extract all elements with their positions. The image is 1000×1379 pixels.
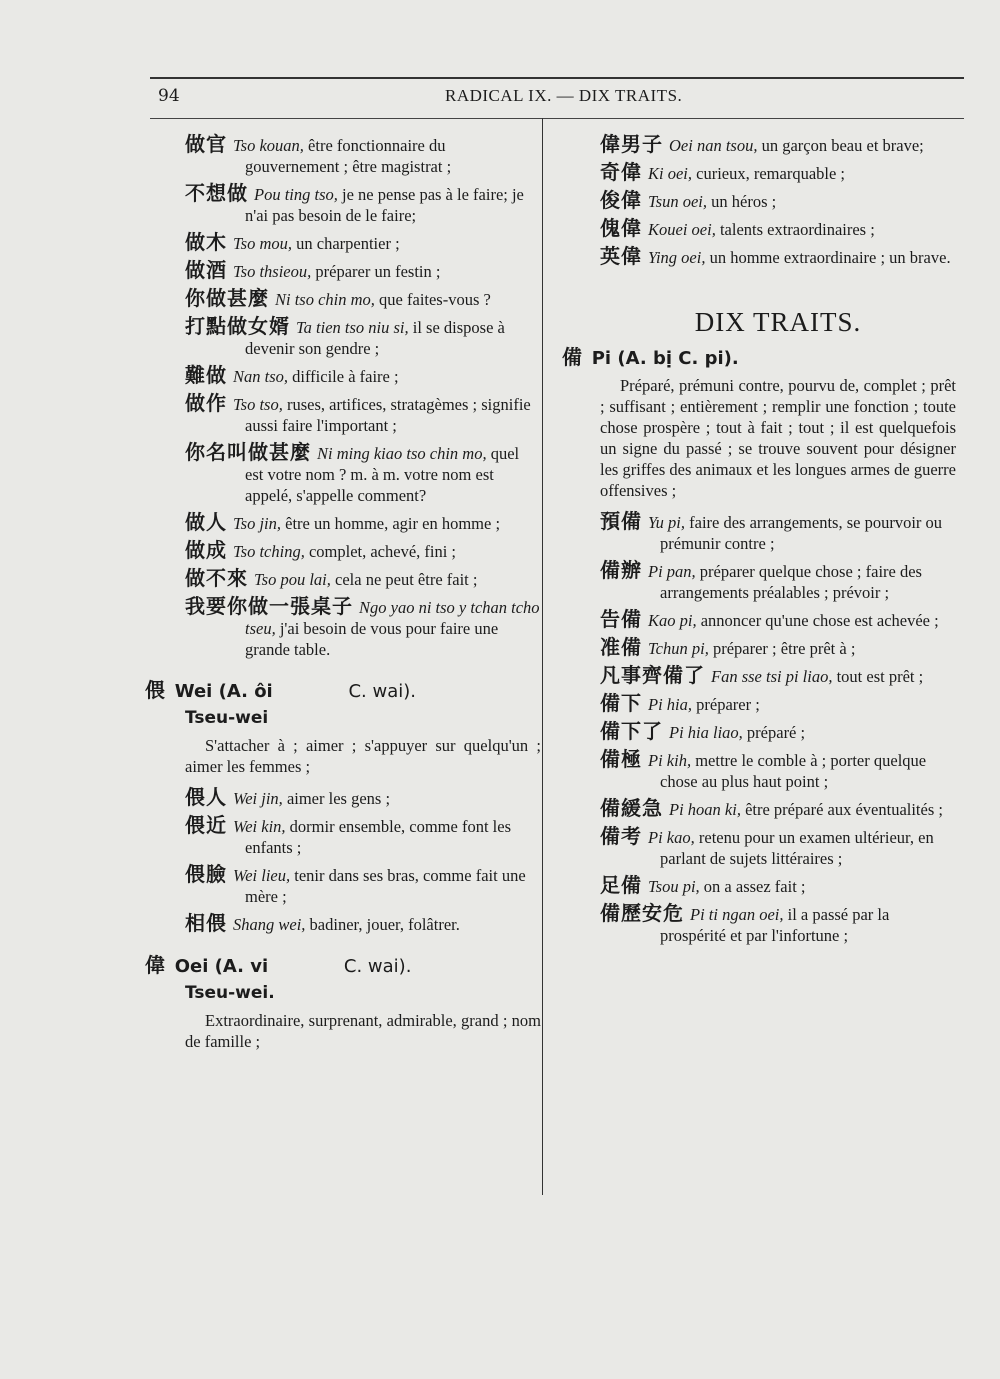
entry-definition: talents extraordinaires ; xyxy=(719,220,875,239)
headword-wei xyxy=(145,680,541,729)
entry-chinese: 備辦 xyxy=(600,558,642,582)
dictionary-entry xyxy=(185,365,541,387)
entry-definition: être préparé aux éventualités ; xyxy=(745,800,943,819)
headword-subtitle: Tseu-wei. xyxy=(185,983,275,1003)
entry-romanization: Yu pi, xyxy=(648,513,685,532)
entry-romanization: Shang wei, xyxy=(233,915,306,934)
dictionary-entry xyxy=(185,288,541,310)
entry-romanization: Ying oei, xyxy=(648,248,706,267)
dictionary-entry xyxy=(600,162,956,184)
entry-romanization: Tso pou lai, xyxy=(254,570,331,589)
column-divider xyxy=(542,118,543,1195)
top-rule xyxy=(150,77,964,79)
dictionary-entry xyxy=(600,903,956,946)
headword-oei xyxy=(145,955,541,1004)
entry-chinese: 備緩急 xyxy=(600,796,663,820)
entry-definition: un homme extraordinaire ; un brave. xyxy=(709,248,951,267)
entry-romanization: Oei nan tsou, xyxy=(669,136,758,155)
dictionary-entry xyxy=(600,721,956,743)
dictionary-entry xyxy=(600,134,956,156)
entry-chinese: 備考 xyxy=(600,824,642,848)
entry-definition: être un homme, agir en homme ; xyxy=(285,514,501,533)
header-rule xyxy=(150,118,964,119)
headword-character: 偉 xyxy=(145,953,165,977)
dictionary-entry xyxy=(185,232,541,254)
entry-chinese: 做人 xyxy=(185,510,227,534)
dictionary-entry xyxy=(185,596,541,660)
entry-romanization: Tso mou, xyxy=(233,234,292,253)
entry-chinese: 備下了 xyxy=(600,719,663,743)
headword-subtitle: Tseu-wei xyxy=(185,708,269,728)
headword-cantonese: C. wai). xyxy=(348,681,416,702)
entry-chinese: 告備 xyxy=(600,607,642,631)
entry-chinese: 做酒 xyxy=(185,258,227,282)
entry-romanization: Pi pan, xyxy=(648,562,696,581)
entry-definition: ruses, artifices, stratagèmes ; signifie aussi faire l'important ; xyxy=(245,395,531,435)
definition-paragraph: Préparé, prémuni contre, pourvu de, complet ; prêt ; suffisant ; entièrement ; remplir une fonction ; toute chose prospère ; tout à fait ; tout ; il est quelquefois un signe du passé ; se trouve souvent pour désigner les griffes des animaux et les longues armes de guerre offensives ; xyxy=(600,376,956,500)
entry-chinese: 打點做女婿 xyxy=(185,314,290,338)
entry-chinese: 偎臉 xyxy=(185,862,227,886)
dictionary-entry xyxy=(185,913,541,935)
entry-chinese: 做官 xyxy=(185,132,227,156)
dictionary-entry xyxy=(600,749,956,792)
entry-romanization: Pi hoan ki, xyxy=(669,800,741,819)
entry-romanization: Wei kin, xyxy=(233,817,286,836)
entry-chinese: 足備 xyxy=(600,873,642,897)
entry-romanization: Pi kih, xyxy=(648,751,692,770)
dictionary-entry xyxy=(600,511,956,554)
entry-definition: un héros ; xyxy=(711,192,777,211)
entry-romanization: Tso thsieou, xyxy=(233,262,312,281)
dictionary-entry xyxy=(185,393,541,436)
dictionary-entry xyxy=(600,693,956,715)
entry-romanization: Pou ting tso, xyxy=(254,185,338,204)
entry-romanization: Fan sse tsi pi liao, xyxy=(711,667,833,686)
entry-romanization: Wei jin, xyxy=(233,789,283,808)
entry-chinese: 備下 xyxy=(600,691,642,715)
entry-chinese: 做成 xyxy=(185,538,227,562)
entry-romanization: Ni tso chin mo, xyxy=(275,290,375,309)
entry-definition: on a assez fait ; xyxy=(703,877,806,896)
entry-romanization: Tso tching, xyxy=(233,542,305,561)
entry-chinese: 你做甚麼 xyxy=(185,286,269,310)
entry-romanization: Tso jin, xyxy=(233,514,282,533)
entry-chinese: 偎近 xyxy=(185,813,227,837)
dictionary-entry xyxy=(600,826,956,869)
dictionary-entry xyxy=(185,134,541,177)
entry-definition: dormir ensemble, comme font les enfants ; xyxy=(245,817,511,857)
entry-definition: préparer ; xyxy=(696,695,760,714)
entry-definition: curieux, remarquable ; xyxy=(696,164,846,183)
entry-definition: préparé ; xyxy=(746,723,806,742)
entry-definition: aimer les gens ; xyxy=(286,789,391,808)
headword-character: 偎 xyxy=(145,678,165,702)
entry-romanization: Ki oei, xyxy=(648,164,692,183)
entry-romanization: Wei lieu, xyxy=(233,866,291,885)
headword-cantonese: C. wai). xyxy=(343,956,412,977)
dictionary-entry xyxy=(185,540,541,562)
entry-chinese: 偎人 xyxy=(185,785,227,809)
entry-chinese: 預備 xyxy=(600,509,642,533)
dictionary-entry xyxy=(185,442,541,506)
dictionary-entry xyxy=(600,218,956,240)
entry-romanization: Tsun oei, xyxy=(648,192,707,211)
entry-romanization: Tso kouan, xyxy=(233,136,304,155)
entry-definition: quel est votre nom ? m. à m. votre nom est appelé, s'appelle comment? xyxy=(245,444,520,505)
dictionary-entry xyxy=(600,560,956,603)
entry-definition: badiner, jouer, folâtrer. xyxy=(309,915,460,934)
entry-definition: que faites-vous ? xyxy=(379,290,491,309)
entry-chinese: 傀偉 xyxy=(600,216,642,240)
entry-romanization: Tsou pi, xyxy=(648,877,700,896)
entry-definition: il a passé par la prospérité et par l'infortune ; xyxy=(660,905,890,945)
running-title: RADICAL IX. — DIX TRAITS. xyxy=(445,86,683,105)
definition-paragraph: S'attacher à ; aimer ; s'appuyer sur quelqu'un ; aimer les femmes ; xyxy=(185,736,541,776)
headword-reading: Wei (A. ôi xyxy=(174,681,273,702)
dictionary-entry xyxy=(600,665,956,687)
entry-chinese: 備歷安危 xyxy=(600,901,684,925)
dictionary-entry xyxy=(185,512,541,534)
entry-definition: difficile à faire ; xyxy=(292,367,399,386)
definition-paragraph: Extraordinaire, surprenant, admirable, grand ; nom de famille ; xyxy=(185,1011,541,1051)
entry-romanization: Ngo yao ni tso y tchan tcho tseu, xyxy=(245,598,540,638)
entry-definition: tenir dans ses bras, comme fait une mère ; xyxy=(245,866,526,906)
dictionary-entry xyxy=(600,609,956,631)
entry-romanization: Pi ti ngan oei, xyxy=(690,905,784,924)
entry-definition: complet, achevé, fini ; xyxy=(308,542,457,561)
entry-chinese: 英偉 xyxy=(600,244,642,268)
entry-romanization: Ni ming kiao tso chin mo, xyxy=(317,444,487,463)
entry-romanization: Pi hia, xyxy=(648,695,692,714)
dictionary-entry xyxy=(185,864,541,907)
entry-chinese: 凡事齊備了 xyxy=(600,663,705,687)
entry-chinese: 我要你做一張桌子 xyxy=(185,594,353,618)
entry-definition: il se dispose à devenir son gendre ; xyxy=(245,318,505,358)
dictionary-entry xyxy=(600,875,956,897)
dictionary-entry xyxy=(185,316,541,359)
entry-definition: j'ai besoin de vous pour faire une grande table. xyxy=(245,619,499,659)
entry-definition: annoncer qu'une chose est achevée ; xyxy=(700,611,939,630)
entry-definition: un charpentier ; xyxy=(296,234,400,253)
entry-chinese: 做不來 xyxy=(185,566,248,590)
entry-chinese: 不想做 xyxy=(185,181,248,205)
dictionary-entry xyxy=(600,798,956,820)
dictionary-entry xyxy=(185,568,541,590)
entry-definition: préparer un festin ; xyxy=(315,262,441,281)
headword-reading: Pi (A. bị C. pi). xyxy=(591,348,739,369)
headword-reading: Oei (A. vi xyxy=(174,956,269,977)
dictionary-entry xyxy=(600,637,956,659)
entry-chinese: 偉男子 xyxy=(600,132,663,156)
entry-definition: mettre le comble à ; porter quelque chose au plus haut point ; xyxy=(660,751,927,791)
entry-chinese: 備極 xyxy=(600,747,642,771)
headword-pi xyxy=(562,347,956,369)
section-title: DIX TRAITS. xyxy=(694,307,862,337)
dictionary-entry xyxy=(600,246,956,268)
page-number: 94 xyxy=(158,86,180,106)
entry-romanization: Pi kao, xyxy=(648,828,695,847)
entry-romanization: Kao pi, xyxy=(648,611,697,630)
entry-romanization: Tso tso, xyxy=(233,395,283,414)
entry-definition: retenu pour un examen ultérieur, en parlant de sujets littéraires ; xyxy=(660,828,934,868)
entry-definition: être fonctionnaire du gouvernement ; être magistrat ; xyxy=(245,136,452,176)
dictionary-entry xyxy=(185,815,541,858)
entry-definition: faire des arrangements, se pourvoir ou prémunir contre ; xyxy=(660,513,943,553)
entry-romanization: Ta tien tso niu si, xyxy=(296,318,409,337)
entry-chinese: 相偎 xyxy=(185,911,227,935)
dictionary-entry xyxy=(600,190,956,212)
entry-chinese: 奇偉 xyxy=(600,160,642,184)
headword-character: 備 xyxy=(562,345,582,369)
dictionary-entry xyxy=(185,787,541,809)
entry-chinese: 難做 xyxy=(185,363,227,387)
entry-romanization: Kouei oei, xyxy=(648,220,716,239)
entry-chinese: 俊偉 xyxy=(600,188,642,212)
entry-chinese: 准備 xyxy=(600,635,642,659)
dictionary-entry xyxy=(185,183,541,226)
dictionary-entry xyxy=(185,260,541,282)
entry-definition: préparer quelque chose ; faire des arrangements préalables ; prévoir ; xyxy=(660,562,922,602)
entry-definition: je ne pense pas à le faire; je n'ai pas besoin de le faire; xyxy=(245,185,524,225)
entry-chinese: 你名叫做甚麼 xyxy=(185,440,311,464)
right-column xyxy=(562,132,956,952)
entry-romanization: Pi hia liao, xyxy=(669,723,743,742)
entry-definition: préparer ; être prêt à ; xyxy=(712,639,856,658)
entry-chinese: 做作 xyxy=(185,391,227,415)
entry-romanization: Tchun pi, xyxy=(648,639,709,658)
left-column xyxy=(145,132,541,1062)
entry-definition: tout est prêt ; xyxy=(836,667,924,686)
entry-definition: un garçon beau et brave; xyxy=(761,136,924,155)
entry-definition: cela ne peut être fait ; xyxy=(335,570,478,589)
entry-romanization: Nan tso, xyxy=(233,367,289,386)
entry-chinese: 做木 xyxy=(185,230,227,254)
